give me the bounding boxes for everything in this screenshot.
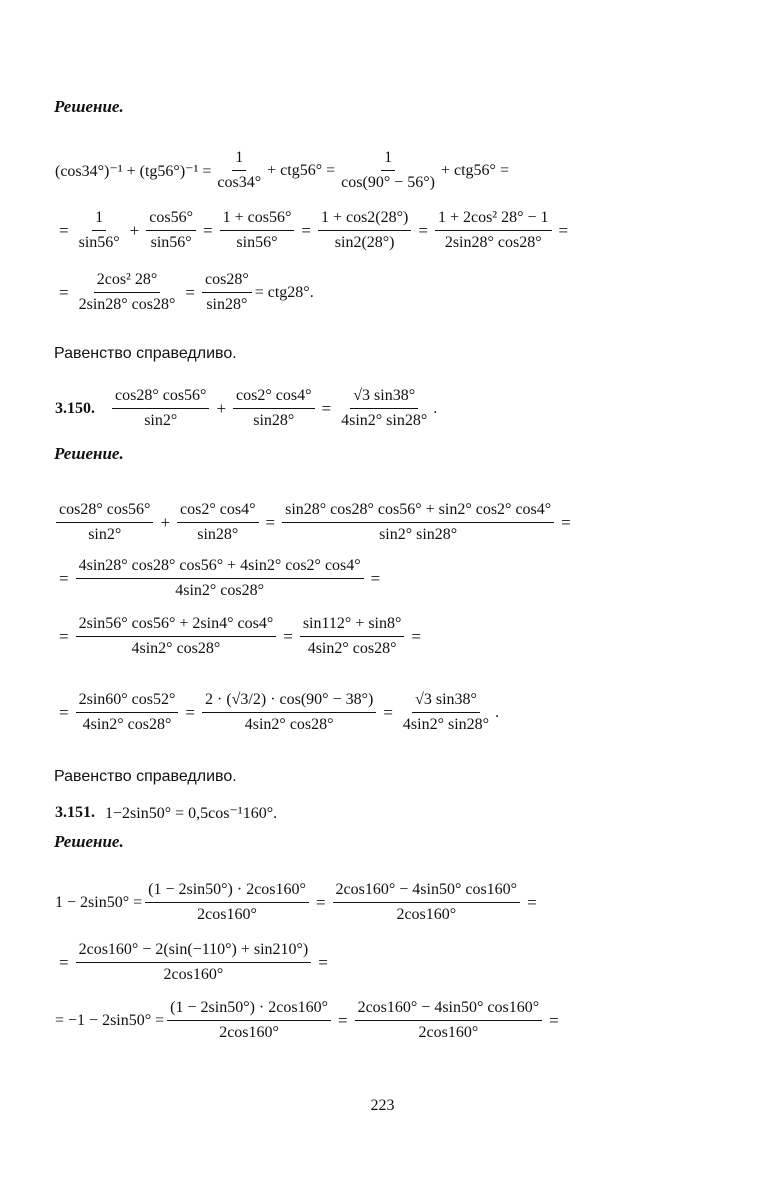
numerator: cos2° cos4°	[177, 500, 258, 523]
fraction	[355, 998, 543, 1043]
denominator: sin2° sin28°	[379, 526, 458, 543]
fraction	[333, 880, 521, 925]
numerator: 2cos160° − 4sin50° cos160°	[355, 998, 543, 1021]
expression: = ctg28°.	[254, 283, 314, 301]
fraction	[76, 690, 179, 735]
expression: 1 − 2sin50° =	[55, 893, 143, 911]
denominator: 4sin2° cos28°	[175, 582, 265, 599]
numerator: sin28° cos28° cos56° + sin2° cos2° cos4°	[282, 500, 554, 523]
numerator: 2cos160° − 2(sin(−110°) + sin210°)	[76, 940, 312, 963]
numerator: cos28°	[202, 270, 252, 293]
fraction	[112, 386, 209, 431]
fraction	[167, 998, 331, 1043]
fraction	[282, 500, 554, 545]
denominator: sin56°	[150, 234, 192, 251]
fraction	[76, 208, 123, 253]
numerator: 2cos² 28°	[94, 270, 161, 293]
equation-line: = $\frac{2\sin 56^\circ \cos 56^\circ + 2\sin 4^\circ \cos 4^\circ}{4\sin 2^\circ \cos 28^\circ}$ = $\frac{\sin 112^\circ + \sin 8^\circ}{4\sin 2^\circ \cos 28^\circ}$ =	[59, 615, 421, 657]
numerator: 1 + cos2(28°)	[318, 208, 411, 231]
problem-statement: 3.150. $\frac{\cos 28^\circ \cos 56^\circ}{\sin 2^\circ}$ + $\frac{\cos 2^\circ \cos 4^\circ}{\sin 28^\circ}$ = $\frac{√3 \sin 38^\circ}{4\sin 2^\circ \sin 28^\circ}$ .	[55, 387, 438, 429]
fraction	[338, 386, 430, 431]
equation-line: = $\frac{4\sin 28^\circ \cos 28^\circ \cos 56^\circ + 4\sin 2^\circ \cos 2^\circ \cos 4^\circ}{4\sin 2^\circ \cos 28^\circ}$ =	[59, 557, 381, 599]
denominator: 4sin2° cos28°	[244, 716, 334, 733]
equation-line: = −1 − 2sin50° = $\frac{(1 - 2\sin 50^\circ) \cdot 2\cos 160^\circ}{2\cos 160^\circ}$ = $\frac{2\cos 160^\circ - 4\sin 50^\circ \cos 160^\circ}{2\cos 160^\circ}$ =	[55, 999, 559, 1041]
denominator: sin28°	[197, 526, 239, 543]
fraction	[338, 148, 438, 193]
fraction	[220, 208, 295, 253]
denominator: 2cos160°	[418, 1024, 479, 1041]
denominator: cos34°	[217, 174, 262, 191]
denominator: 4sin2° sin28°	[402, 716, 490, 733]
numerator: 1	[232, 148, 246, 171]
fraction	[76, 614, 277, 659]
numerator: (1 − 2sin50°) · 2cos160°	[145, 880, 309, 903]
solution-heading: Решение.	[54, 832, 124, 851]
numerator: 1 + 2cos² 28° − 1	[435, 208, 552, 231]
solution-heading: Решение.	[54, 97, 124, 116]
denominator: sin2°	[88, 526, 122, 543]
denominator: cos(90° − 56°)	[341, 174, 435, 191]
problem-statement	[54, 803, 278, 823]
denominator: 4sin2° cos28°	[131, 640, 221, 657]
numerator: sin112° + sin8°	[300, 614, 405, 637]
fraction	[145, 880, 309, 925]
conclusion-text: Равенство справедливо.	[54, 768, 237, 785]
numerator: 2 · (√3/2) · cos(90° − 38°)	[202, 690, 376, 713]
denominator: sin56°	[78, 234, 120, 251]
fraction	[177, 500, 258, 545]
equation-line: 1 − 2sin50° = $\frac{(1 - 2\sin 50^\circ) \cdot 2\cos 160^\circ}{2\cos 160^\circ}$ = $\frac{2\cos 160^\circ - 4\sin 50^\circ \cos 160^\circ}{2\cos 160^\circ}$ =	[55, 881, 537, 923]
numerator: cos28° cos56°	[56, 500, 153, 523]
equation-line: = $\frac{1}{\sin 56^\circ}$ + $\frac{\cos 56^\circ}{\sin 56^\circ}$ = $\frac{1 + \cos 56^\circ}{\sin 56^\circ}$ = $\frac{1 + \cos 2(28^\circ)}{\sin 2(28^\circ)}$ = $\frac{\text{1 + 2cos² 28° − 1}}{2\sin 28^\circ \cos 28^\circ}$ =	[59, 209, 569, 251]
denominator: 4sin2° cos28°	[307, 640, 397, 657]
equation-line: = $\frac{2\cos 160^\circ - 2(\sin(-110^\circ) + \sin 210^\circ)}{2\cos 160^\circ}$ =	[59, 941, 328, 983]
expression: 1−2sin50° = 0,5cos⁻¹160°.	[105, 805, 278, 822]
numerator: 2sin56° cos56° + 2sin4° cos4°	[76, 614, 277, 637]
fraction	[435, 208, 552, 253]
numerator: cos56°	[146, 208, 196, 231]
numerator: 1	[381, 148, 395, 171]
fraction	[233, 386, 314, 431]
fraction	[76, 270, 179, 315]
numerator: 2sin60° cos52°	[76, 690, 179, 713]
equation-line: $\frac{\cos 28^\circ \cos 56^\circ}{\sin 2^\circ}$ + $\frac{\cos 2^\circ \cos 4^\circ}{\sin 28^\circ}$ = $\frac{\sin 28^\circ \cos 28^\circ \cos 56^\circ + \sin 2^\circ \cos 2^\circ \cos 4^\circ}{\sin 2^\circ \sin 28^\circ}$ =	[54, 500, 576, 545]
equation-line: = $\frac{\text{2cos² 28°}}{2\sin 28^\circ \cos 28^\circ}$ = $\frac{\cos 28^\circ}{\sin 28^\circ}$ = ctg28°.	[59, 271, 314, 313]
page-number: 223	[370, 1097, 395, 1114]
numerator: 2cos160° − 4sin50° cos160°	[333, 880, 521, 903]
fraction	[76, 940, 312, 985]
denominator: 2cos160°	[219, 1024, 279, 1041]
fraction	[300, 614, 405, 659]
denominator: 2cos160°	[396, 906, 457, 923]
expression: + ctg56° =	[267, 161, 336, 179]
denominator: sin28°	[206, 296, 248, 313]
fraction	[76, 556, 364, 601]
expression: (cos34°)⁻¹ + (tg56°)⁻¹ =	[55, 162, 212, 180]
fraction	[202, 270, 252, 315]
denominator: sin2°	[144, 412, 178, 429]
fraction	[56, 500, 153, 545]
fraction	[318, 208, 411, 253]
numerator: √3 sin38°	[412, 690, 480, 713]
denominator: 2cos160°	[197, 906, 257, 923]
fraction	[146, 208, 196, 253]
numerator: cos2° cos4°	[233, 386, 314, 409]
fraction	[214, 148, 264, 193]
numerator: 4sin28° cos28° cos56° + 4sin2° cos2° cos4°	[76, 556, 364, 579]
denominator: 4sin2° sin28°	[341, 412, 428, 429]
denominator: 2cos160°	[163, 966, 224, 983]
conclusion-text: Равенство справедливо.	[54, 345, 237, 362]
problem-number: 3.151.	[55, 804, 95, 821]
denominator: sin56°	[236, 234, 278, 251]
denominator: 2sin28° cos28°	[78, 296, 176, 313]
numerator: cos28° cos56°	[112, 386, 209, 409]
fraction	[202, 690, 376, 735]
equation-line: = $\frac{2\sin 60^\circ \cos 52^\circ}{4\sin 2^\circ \cos 28^\circ}$ = $\frac{2 \cdot (√3/2) \cdot \cos(90^\circ - 38^\circ)}{4\sin 2^\circ \cos 28^\circ}$ = $\frac{√3 \sin 38^\circ}{4\sin 2^\circ \sin 28^\circ}$ .	[59, 691, 500, 733]
numerator: 1 + cos56°	[220, 208, 295, 231]
denominator: 2sin28° cos28°	[444, 234, 542, 251]
expression: = −1 − 2sin50° =	[55, 1011, 165, 1029]
numerator: √3 sin38°	[350, 386, 418, 409]
expression: + ctg56° =	[440, 161, 509, 179]
fraction	[400, 690, 492, 735]
equation-line	[54, 148, 510, 193]
solution-heading: Решение.	[54, 444, 124, 463]
numerator: 1	[92, 208, 106, 231]
numerator: (1 − 2sin50°) · 2cos160°	[167, 998, 331, 1021]
denominator: 4sin2° cos28°	[82, 716, 172, 733]
denominator: sin28°	[253, 412, 295, 429]
problem-number: 3.150.	[55, 399, 95, 417]
denominator: sin2(28°)	[334, 234, 395, 251]
